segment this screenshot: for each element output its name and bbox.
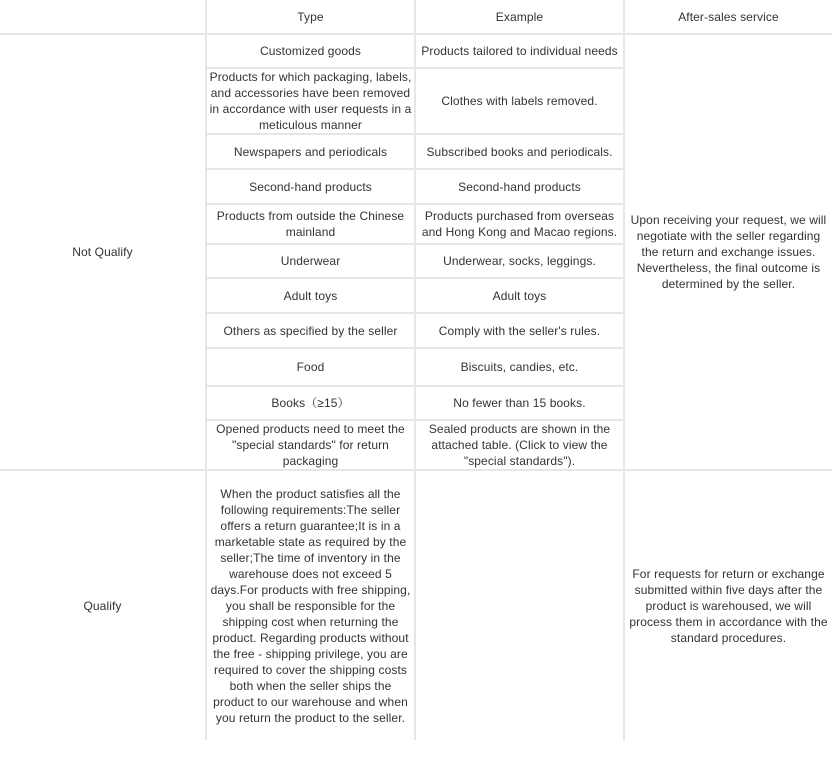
qualify-group (0, 470, 832, 740)
type-cell: Products from outside the Chinese mainland (206, 204, 415, 244)
example-cell: Subscribed books and periodicals. (415, 134, 624, 169)
example-cell-special-standards-link[interactable]: Sealed products are shown in the attached table. (Click to view the "special standards"). (415, 420, 624, 470)
not-qualify-service: Upon receiving your request, we will negotiate with the seller regarding the return and exchange issues. Nevertheless, the final outcome is determined by the seller. (624, 34, 832, 470)
qualify-condition-cell (206, 470, 415, 740)
qualify-label: Qualify (0, 470, 206, 740)
type-cell: Newspapers and periodicals (206, 134, 415, 169)
not-qualify-label: Not Qualify (0, 34, 206, 470)
type-cell: Second-hand products (206, 169, 415, 204)
example-cell: Products purchased from overseas and Hong Kong and Macao regions. (415, 204, 624, 244)
type-cell: Food (206, 348, 415, 386)
type-cell: Adult toys (206, 278, 415, 313)
type-cell: Customized goods (206, 34, 415, 68)
qualify-service: For requests for return or exchange submitted within five days after the product is warehoused, we will process them in accordance with the standard procedures. (624, 470, 832, 740)
type-cell: Others as specified by the seller (206, 313, 415, 348)
header-type: Type (206, 0, 415, 34)
example-cell: Underwear, socks, leggings. (415, 244, 624, 278)
header-category (0, 0, 206, 34)
type-cell: Opened products need to meet the "special standards" for return packaging (206, 420, 415, 470)
qualify-condition-text: When the product satisfies all the following requirements:The seller offers a return guarantee;It is in a marketable state as required by the seller;The time of inventory in the warehouse does not exceed 5 days.For products with free shipping, you shall be responsible for the shipping cost when returning the product. Regarding products without the free - shipping privilege, you are required to cover the shipping costs both when the seller ships the product to our warehouse and when you return the product to the seller. (210, 486, 411, 725)
example-cell: Products tailored to individual needs (415, 34, 624, 68)
header-row (0, 0, 832, 34)
example-cell: No fewer than 15 books. (415, 386, 624, 420)
not-qualify-group (0, 34, 832, 470)
header-after-sales-service: After-sales service (624, 0, 832, 34)
table-row (0, 470, 832, 740)
type-cell: Underwear (206, 244, 415, 278)
type-cell: Products for which packaging, labels, and accessories have been removed in accordance with user requests in a meticulous manner (206, 68, 415, 134)
example-cell: Clothes with labels removed. (415, 68, 624, 134)
example-cell: Comply with the seller's rules. (415, 313, 624, 348)
example-cell: Biscuits, candies, etc. (415, 348, 624, 386)
example-cell: Adult toys (415, 278, 624, 313)
type-cell: Books（≥15） (206, 386, 415, 420)
table-row (0, 34, 832, 68)
example-cell: Second-hand products (415, 169, 624, 204)
qualify-example-cell (415, 470, 624, 740)
header-example: Example (415, 0, 624, 34)
